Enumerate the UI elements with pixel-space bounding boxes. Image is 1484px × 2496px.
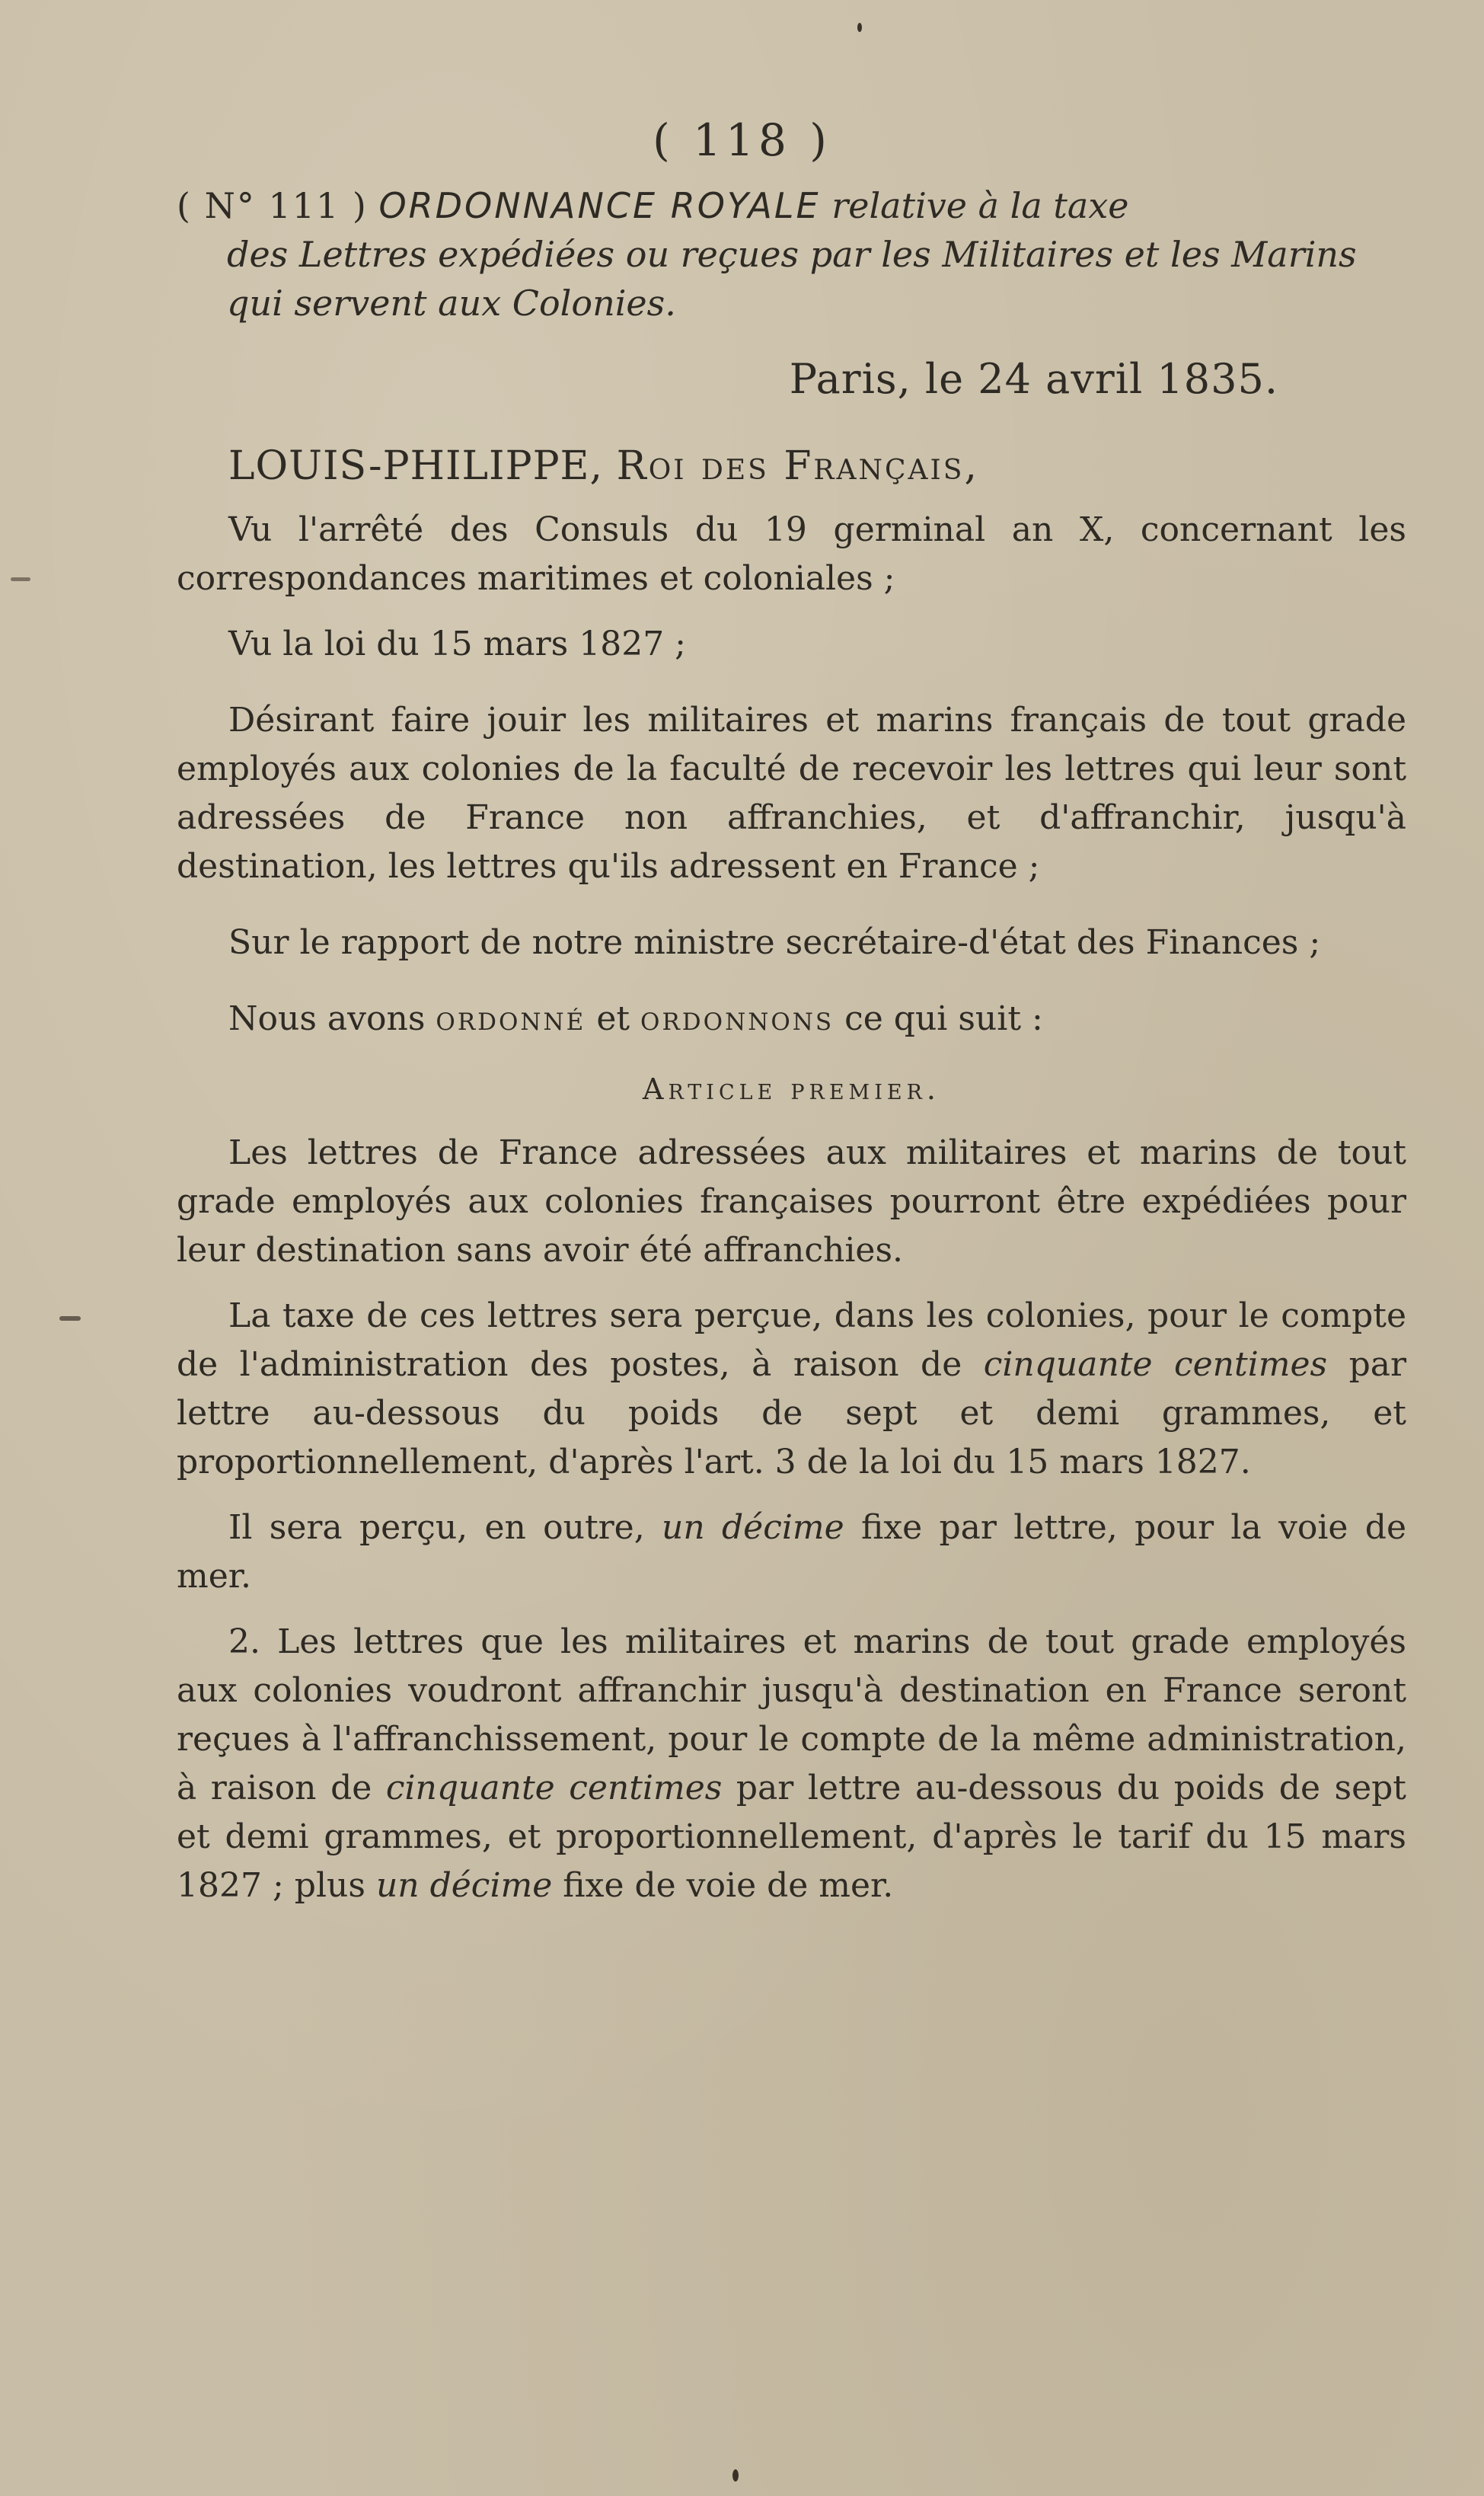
decime-amount: un décime [662,1508,844,1547]
paragraph-considering-arrete: Vu l'arrêté des Consuls du 19 germinal an X, concernant les correspondances maritimes et coloniales ; [177,510,1406,598]
tax-text-start: La taxe de ces lettres sera perçue, dans les colonies, pour le compte de l'administration des postes, à raison de [177,1296,1406,1384]
paragraph-report: Sur le rapport de notre ministre secrétaire-d'état des Finances ; [228,923,1321,962]
ink-speck-bottom [732,2469,739,2482]
ink-speck-margin [59,1316,81,1321]
decime-text-start: Il sera perçu, en outre, [228,1508,645,1547]
article-heading: Article premier. [643,1072,940,1106]
ordinance-number: ( N° 111 ) [177,185,368,226]
article-2-start: 2. Les lettres que les militaires et marins de tout grade employés aux colonies voudront affranchir jusqu'à destination en France seront reçues à l'affranchissement, pour le compte de la même administration, à raison de [177,1622,1406,1807]
ordinance-title: ORDONNANCE ROYALE [378,185,821,226]
ordinance-subject-line1: relative à la taxe [831,185,1129,226]
ordering-et: et [596,999,630,1038]
decime-text-end: fixe par lettre, pour la voie de mer. [177,1508,1406,1596]
ink-speck-left [11,577,30,581]
article-paragraph-2 [177,1292,1406,1487]
ordering-start: Nous avons [228,999,426,1038]
paragraph-desiring: Désirant faire jouir les militaires et marins français de tout grade employés aux colonies de la faculté de recevoir les lettres qui leur sont adressées de France non affranchies, et d'affranchir, jusqu'à destination, les lettres qu'ils adressent en France ; [177,701,1406,886]
document-body [177,506,1406,1910]
article-2-paragraph [177,1618,1406,1910]
article-paragraph-1: Les lettres de France adressées aux militaires et marins de tout grade employés aux colonies françaises pourront être expédiées pour leur destination sans avoir été affranchies. [177,1133,1406,1270]
tax-text-end: par lettre au-dessous du poids de sept et demi grammes, et proportionnellement, d'après l'art. 3 de la loi du 15 mars 1827. [177,1345,1406,1481]
tax-amount: cinquante centimes [983,1345,1328,1384]
ordinance-subject-line2: des Lettres expédiées ou reçues par les Militaires et les Marins qui servent aux Colonies. [227,234,1357,324]
article-2-amount: cinquante centimes [385,1769,723,1807]
dateline: Paris, le 24 avril 1835. [789,355,1278,403]
ordering-ordonnons: ordonnons [640,999,835,1038]
article-2-end: fixe de voie de mer. [563,1866,894,1905]
king-title: Roi des Français, [616,443,979,489]
ordinance-heading [177,181,1406,328]
page-number: ( 118 ) [653,114,831,166]
article-paragraph-3 [177,1504,1406,1601]
paragraph-ordering [177,995,1406,1043]
ink-speck-top [857,23,862,32]
article-2-decime: un décime [375,1866,553,1905]
paragraph-considering-law: Vu la loi du 15 mars 1827 ; [228,625,687,663]
king-line [228,443,979,489]
ordering-ordonne: ordonné [436,999,586,1038]
ordering-end: ce qui suit : [844,999,1043,1038]
king-name: LOUIS-PHILIPPE, [228,443,604,489]
article-2-middle: par lettre au-dessous du poids de sept et demi grammes, et proportionnellement, d'après le tarif du 15 mars 1827 ; plus [177,1769,1406,1905]
